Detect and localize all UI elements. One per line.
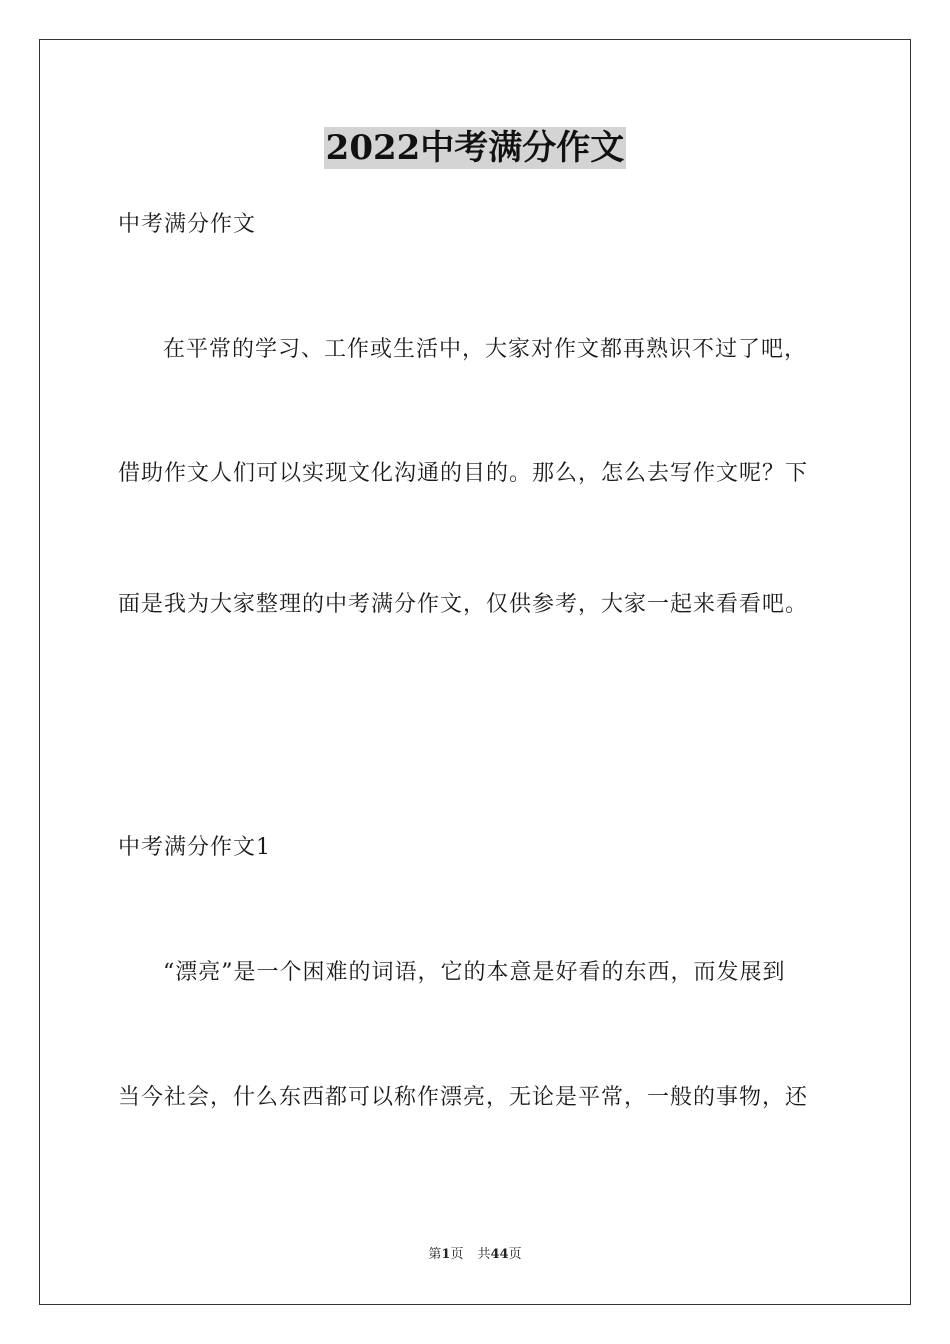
section-line-1: “漂亮”是一个困难的词语，它的本意是好看的东西，而发展到 [163,960,786,985]
intro-line-3: 面是我为大家整理的中考满分作文，仅供参考，大家一起来看看吧。 [118,592,809,617]
document-subtitle: 中考满分作文 [118,212,257,237]
document-title: 2022中考满分作文 [325,128,625,168]
footer-page-number: 1 [441,1247,451,1262]
section-line-2: 当今社会，什么东西都可以称作漂亮，无论是平常，一般的事物，还 [118,1085,809,1110]
intro-line-1: 在平常的学习、工作或生活中，大家对作文都再熟识不过了吧， [163,337,808,362]
footer-page-suffix: 页 [450,1247,464,1262]
footer-total-pages: 44 [490,1247,509,1262]
footer-total-prefix: 共 [477,1247,491,1262]
footer-page-prefix: 第 [428,1247,442,1262]
intro-line-2: 借助作文人们可以实现文化沟通的目的。那么，怎么去写作文呢？下 [118,461,809,486]
title-wrap [0,127,950,169]
footer-total-suffix: 页 [508,1247,522,1262]
page-footer [0,1246,950,1264]
section-heading: 中考满分作文1 [118,835,271,860]
